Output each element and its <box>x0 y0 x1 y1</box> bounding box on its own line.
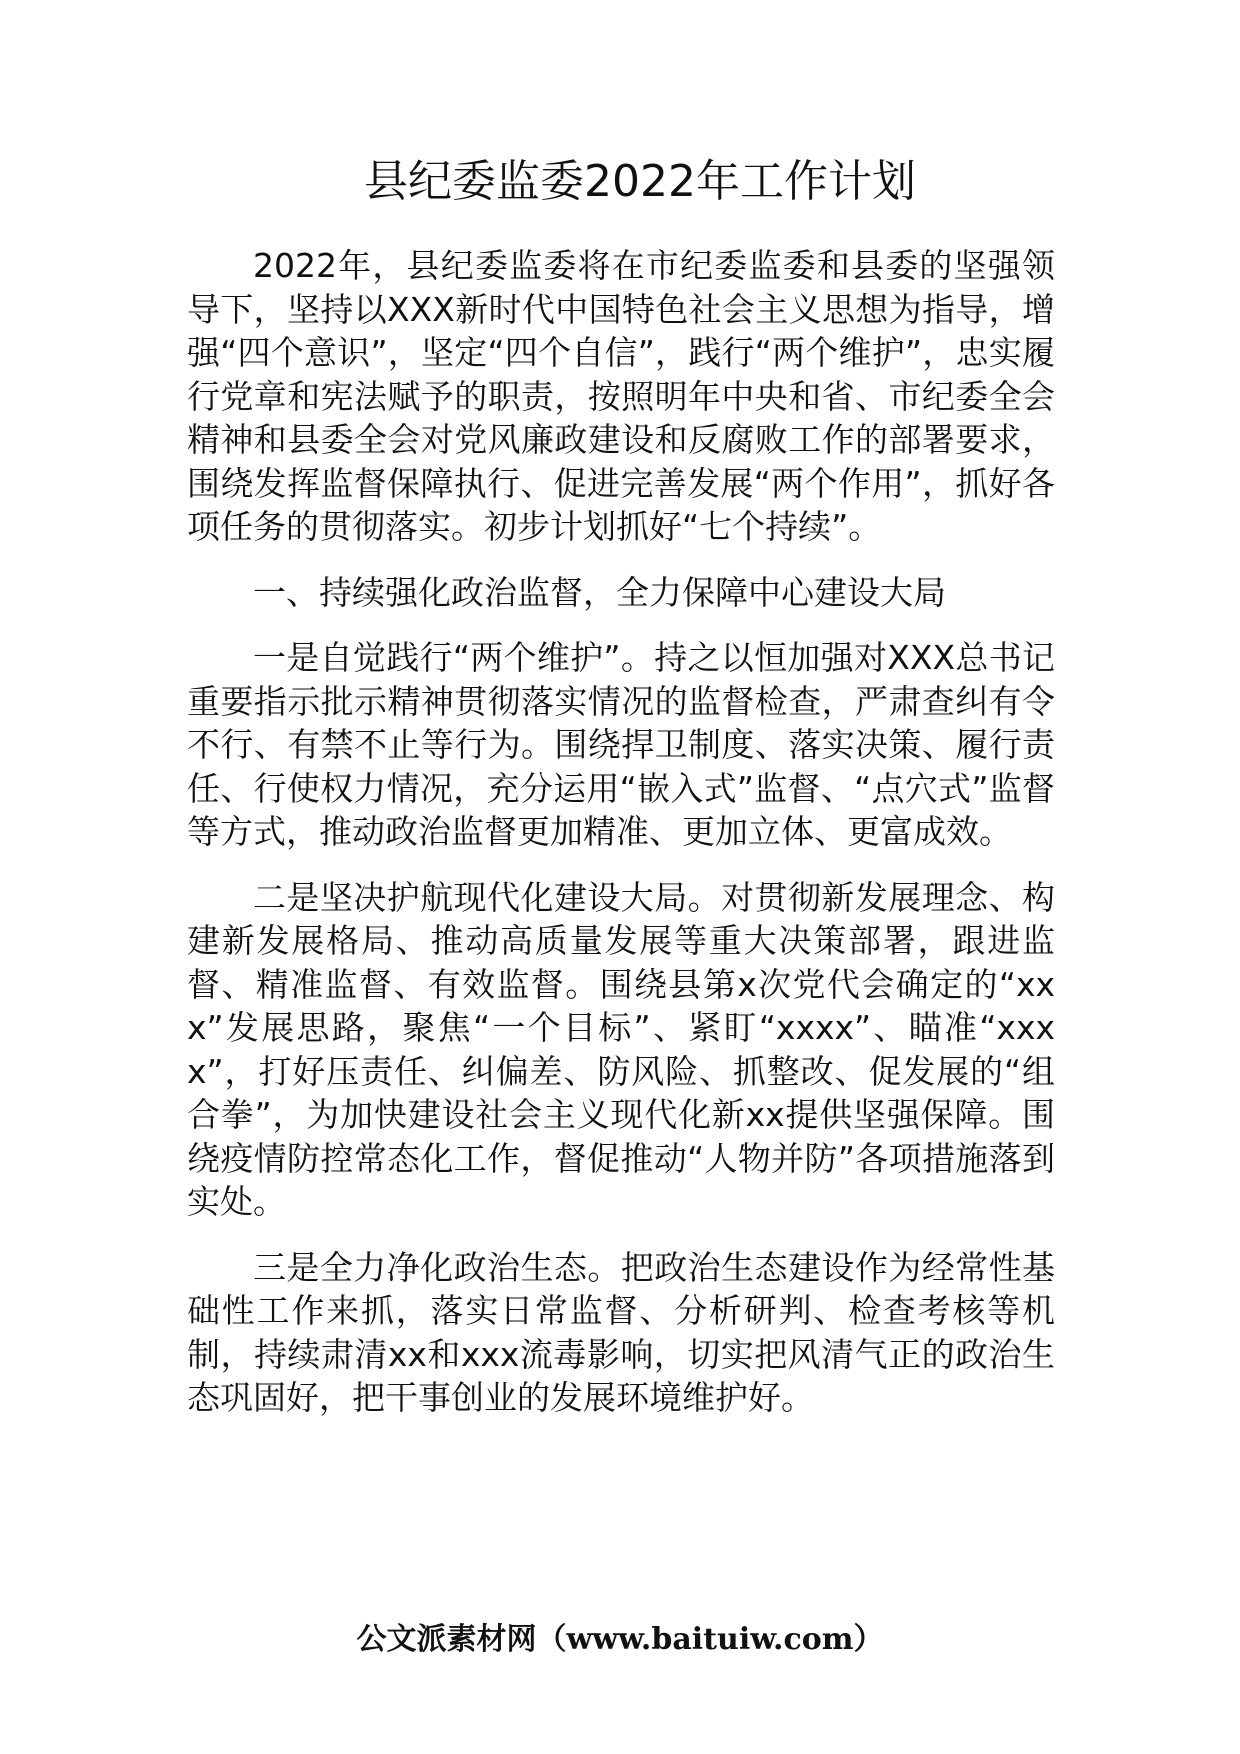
section-heading: 一、持续强化政治监督，全力保障中心建设大局 <box>253 572 946 612</box>
footer-watermark: 公文派素材网（www.baituiw.com） <box>356 1622 884 1657</box>
intro-paragraph: 2022年，县纪委监委将在市纪委监委和县委的坚强领导下，坚持以XXX新时代中国特色社会主义思想为指导，增强“四个意识”，坚定“四个自信”，践行“两个维护”，忠实履行党章和宪法赋予的职责，按照明年中央和省、市纪委全会精神和县委全会对党风廉政建设和反腐败工作的部署要求，围绕发挥监督保障执行、促进完善发展“两个作用”，抓好各项任务的贯彻落实。初步计划抓好“七个持续”。 <box>187 246 1055 546</box>
document-body <box>187 244 1055 1442</box>
body-paragraph: 二是坚决护航现代化建设大局。对贯彻新发展理念、构建新发展格局、推动高质量发展等重大决策部署，跟进监督、精准监督、有效监督。围绕县第x次党代会确定的“xxx”发展思路，聚焦“一个目标”、紧盯“xxxx”、瞄准“xxxx”，打好压责任、纠偏差、防风险、抓整改、促发展的“组合拳”，为加快建设社会主义现代化新xx提供坚强保障。围绕疫情防控常态化工作，督促推动“人物并防”各项措施落到实处。 <box>187 877 1055 1221</box>
body-paragraph: 一是自觉践行“两个维护”。持之以恒加强对XXX总书记重要指示批示精神贯彻落实情况的监督检查，严肃查纠有令不行、有禁不止等行为。围绕捍卫制度、落实决策、履行责任、行使权力情况，充分运用“嵌入式”监督、“点穴式”监督等方式，推动政治监督更加精准、更加立体、更富成效。 <box>187 638 1055 851</box>
document-title: 县纪委监委2022年工作计划 <box>364 156 916 207</box>
body-paragraph: 三是全力净化政治生态。把政治生态建设作为经常性基础性工作来抓，落实日常监督、分析研判、检查考核等机制，持续肃清xx和xxx流毒影响，切实把风清气正的政治生态巩固好，把干事创业的发展环境维护好。 <box>187 1247 1055 1417</box>
